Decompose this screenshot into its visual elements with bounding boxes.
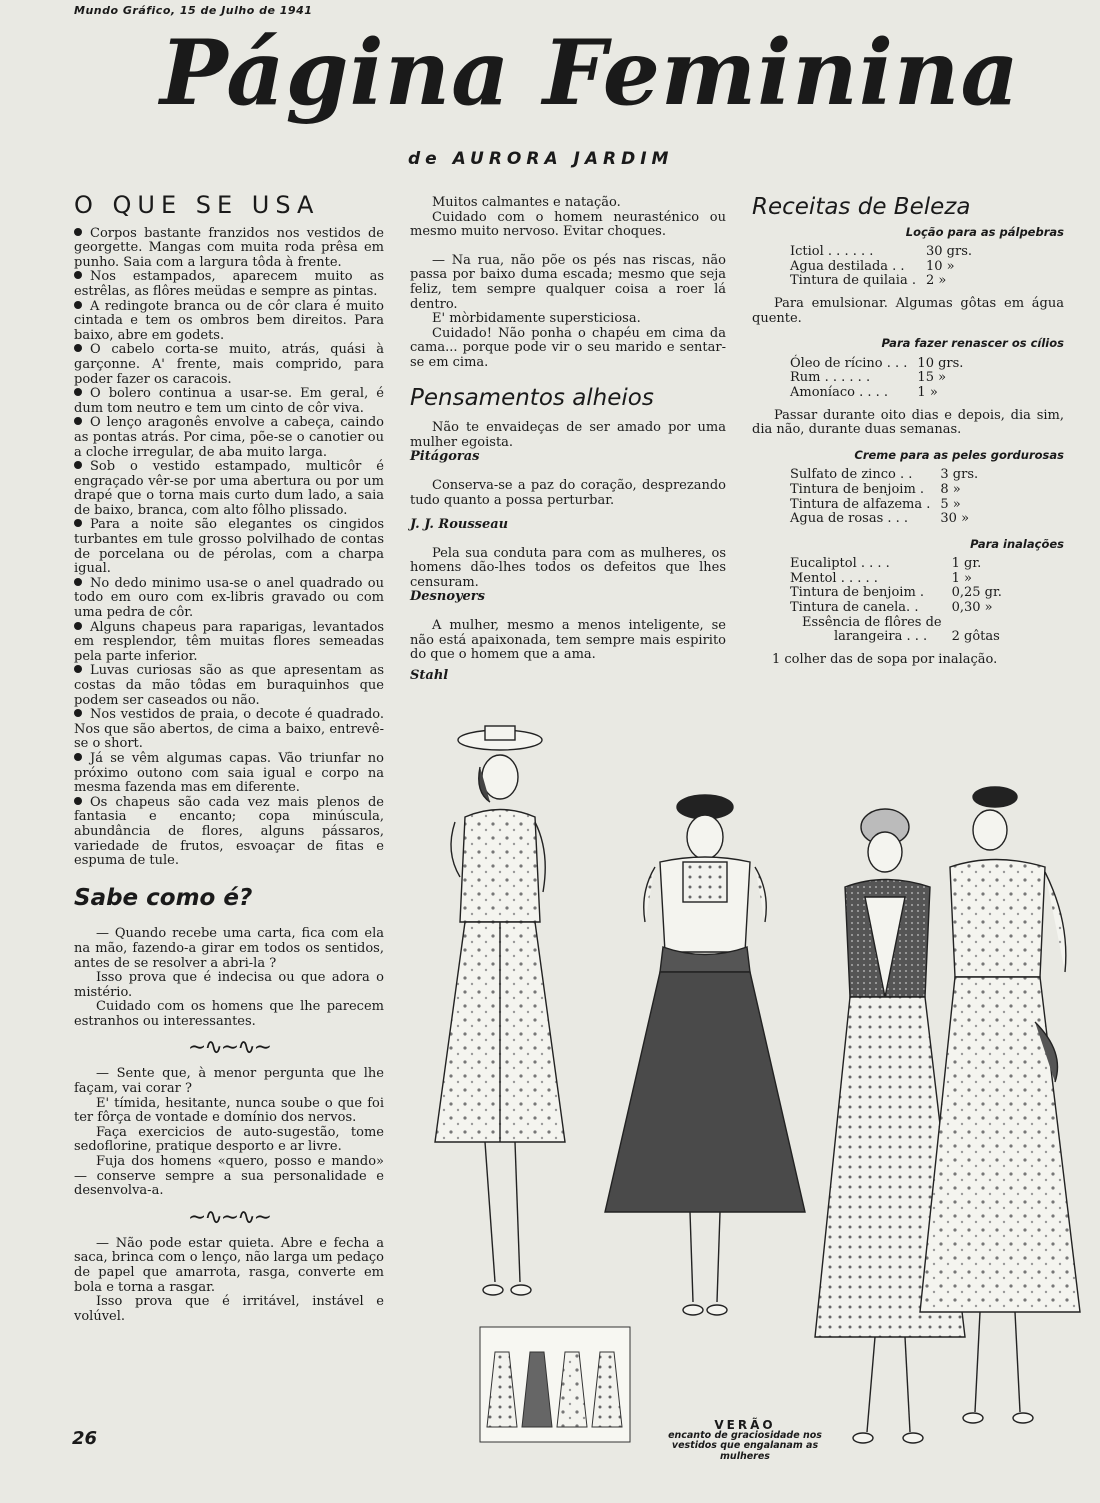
fashion-note: No dedo minimo usa-se o anel quadrado ou todo em ouro com ex-libris gravado ou com uma pedra de côr.	[74, 575, 384, 621]
recipe	[752, 336, 1064, 438]
bullet-icon	[74, 228, 82, 236]
illustration-caption	[665, 1420, 825, 1462]
ingredient-table	[790, 357, 963, 401]
fashion-note: Alguns chapeus para raparigas, levantados em resplendor, têm muitas flores semeadas pela parte inferior.	[74, 619, 384, 664]
fashion-note: O cabelo corta-se muito, atrás, quási à garçonne. A' frente, mais comprido, para poder fazer os caracois.	[74, 342, 384, 387]
bullet-icon	[74, 519, 82, 527]
fashion-note: Sob o vestido estampado, multicôr é engraçado vêr-se por uma abertura ou por um drapé que o torna mais curto dum lado, a saia de baixo, branca, com alto fôlho plissado.	[74, 459, 384, 518]
page-number: 26	[72, 1428, 98, 1449]
quote-text: A mulher, mesmo a menos inteligente, se não está apaixonada, tem sempre mais espirito do que o homem que a ama.	[410, 618, 726, 663]
ingredient-row: Tintura de canela. . 0,30 »	[790, 600, 993, 616]
recipe-note: Passar durante oito dias e depois, dia sim, dia não, durante duas semanas.	[752, 407, 1064, 438]
continuation-text: Cuidado com o homem neurasténico ou mesmo muito nervoso. Evitar choques.	[410, 209, 726, 240]
bullet-icon	[74, 271, 82, 279]
quote-author: J. J. Rousseau	[410, 517, 509, 533]
ingredient-row: Essência de flôres de	[802, 614, 942, 630]
quiz-paragraph: E' mòrbidamente supersticiosa.	[432, 311, 641, 327]
middle-column	[410, 196, 726, 683]
quote	[410, 421, 726, 465]
quote-author: Pitágoras	[410, 449, 480, 465]
section-heading-o-que-se-usa: O QUE SE USA	[74, 191, 320, 219]
ingredient-row: Óleo de rícino . . . 10 grs.	[790, 355, 964, 371]
recipe	[752, 537, 1064, 668]
quiz-paragraph: — Não pode estar quieta. Abre e fecha a saca, brinca com o lenço, não larga um pedaço de papel que amarrota, rasga, converte em bola e torna a rasgar.	[74, 1235, 384, 1295]
quiz-block	[74, 1237, 384, 1325]
ornament-divider: ∼∿∼∿∼	[187, 1204, 271, 1230]
fashion-note: A redingote branca ou de côr clara é muito cintada e tem os ombros bem direitos. Para baixo, abre em godets.	[74, 298, 384, 343]
bullet-icon	[74, 388, 82, 396]
continuation-text: Muitos calmantes e natação.	[432, 195, 621, 210]
ingredient-row: Agua de rosas . . . 30 »	[790, 511, 970, 527]
quote-text: Pela sua conduta para com as mulheres, os homens dão-lhes todos os defeitos que lhes censuram.	[410, 545, 726, 590]
quiz-paragraph: — Quando recebe uma carta, fica com ela na mão, fazendo-a girar em todos os sentidos, antes de se resolver a abri-la ?	[74, 926, 384, 971]
page-title: Página Feminina	[160, 20, 1020, 126]
recipe-note: Para emulsionar. Algumas gôtas em água quente.	[752, 295, 1064, 326]
ingredient-row: Ictiol . . . . . . 30 grs.	[790, 244, 972, 260]
quiz-paragraph: — Na rua, não põe os pés nas riscas, não passa por baixo duma escada; mesmo que seja feliz, tem sempre qualquer coisa a roer lá dentro.	[410, 252, 726, 312]
recipe-title: Creme para as peles gordurosas	[854, 447, 1064, 462]
fashion-note: Luvas curiosas são as que apresentam as costas da mão tôdas em buraquinhos que podem ser caseados ou não.	[74, 663, 384, 708]
ingredient-row: Agua destilada . . 10 »	[790, 258, 955, 274]
ingredient-row: Amoníaco . . . . 1 »	[790, 384, 938, 400]
byline: de AURORA JARDIM	[408, 149, 674, 169]
bullet-icon	[74, 461, 82, 469]
dateline: Mundo Gráfico, 15 de Julho de 1941	[74, 4, 313, 17]
quote	[410, 619, 726, 683]
ingredient-row: Tintura de benjoim . 0,25 gr.	[790, 585, 1002, 601]
caption-text: encanto de graciosidade nos vestidos que engalanam as mulheres	[668, 1429, 822, 1462]
quote	[410, 479, 726, 533]
caption-title: VERÃO	[714, 1418, 776, 1432]
ingredient-row: Eucaliptol . . . . 1 gr.	[790, 556, 982, 572]
fashion-note: Para a noite são elegantes os cingidos turbantes em tule grosso polvilhado de contas de porcelana ou de pérolas, com a charpa igual.	[74, 517, 384, 577]
quiz-paragraph: Cuidado com os homens que lhe parecem estranhos ou interessantes.	[74, 999, 384, 1029]
bullet-icon	[74, 578, 82, 586]
figure-1	[435, 726, 565, 1295]
quiz-block	[74, 1067, 384, 1198]
ingredient-row: larangeira . . . 2 gôtas	[834, 629, 1000, 645]
recipe-title: Loção para as pálpebras	[905, 224, 1064, 239]
inset-sketch	[480, 1327, 630, 1442]
fashion-note: O bolero continua a usar-se. Em geral, é dum tom neutro e tem um cinto de côr viva.	[74, 386, 384, 416]
section-heading-receitas: Receitas de Beleza	[752, 194, 971, 220]
bullet-icon	[74, 622, 82, 630]
ingredient-row: Tintura de quilaia . 2 »	[790, 273, 947, 289]
fashion-note: Nos vestidos de praia, o decote é quadrado. Nos que são abertos, de cima a baixo, entrevê-se o short.	[74, 707, 384, 752]
recipe	[752, 448, 1064, 527]
recipe	[752, 225, 1064, 327]
bullet-icon	[74, 417, 82, 425]
section-heading-pensamentos: Pensamentos alheios	[410, 384, 654, 411]
fashion-illustration	[405, 722, 1095, 1462]
bullet-icon	[74, 709, 82, 717]
quiz-paragraph: E' tímida, hesitante, nunca soube o que foi ter fôrça de vontade e domínio dos nervos.	[74, 1095, 384, 1126]
recipe-title: Para inalações	[970, 536, 1064, 551]
ingredient-row: Tintura de benjoim . 8 »	[790, 481, 961, 497]
fashion-notes-list	[74, 227, 384, 869]
ingredient-table	[790, 468, 978, 526]
fashion-note: Os chapeus são cada vez mais plenos de fantasia e encanto; copa minúscula, abundância de flores, alguns pássaros, variedade de frutos, esvoaçar de fitas e espuma de tule.	[74, 794, 384, 869]
quote-author: Stahl	[410, 667, 449, 683]
fashion-note: Já se vêm algumas capas. Vão triunfar no próximo outono com saia igual e corpo na mesma fazenda mas em diferente.	[74, 750, 384, 796]
bullet-icon	[74, 301, 82, 309]
fashion-note: O lenço aragonês envolve a cabeça, caindo as pontas atrás. Por cima, põe-se o canotier ou a cloche irregular, de aba muito larga.	[74, 415, 384, 460]
quote	[410, 547, 726, 605]
bullet-icon	[74, 797, 82, 805]
quiz-paragraph: Isso prova que é irritável, instável e volúvel.	[74, 1294, 384, 1324]
quote-text: Conserva-se a paz do coração, desprezando tudo quanto a possa perturbar.	[410, 477, 726, 508]
ingredient-row: Sulfato de zinco . . 3 grs.	[790, 467, 979, 483]
fashion-note: Nos estampados, aparecem muito as estrêlas, as flôres meüdas e sempre as pintas.	[74, 269, 384, 299]
ingredient-row: Tintura de alfazema . 5 »	[790, 496, 961, 512]
ingredient-table	[790, 557, 1002, 645]
right-column	[752, 194, 1064, 667]
bullet-icon	[74, 753, 82, 761]
ingredient-row: Rum . . . . . . 15 »	[790, 370, 947, 386]
ingredient-row: Mentol . . . . . 1 »	[790, 570, 972, 586]
quiz-paragraph: Cuidado! Não ponha o chapéu em cima da cama... porque pode vir o seu marido e sentar-se em cima.	[410, 325, 726, 370]
recipe-title: Para fazer renascer os cílios	[881, 336, 1064, 351]
quote-text: Não te envaideças de ser amado por uma mulher egoista.	[410, 420, 726, 450]
bullet-icon	[74, 344, 82, 352]
fashion-note: Corpos bastante franzidos nos vestidos de georgette. Mangas com muita roda prêsa em punho. Saia com a largura tôda à frente.	[74, 225, 384, 270]
section-heading-sabe-como-e: Sabe como é?	[74, 884, 253, 911]
bullet-icon	[74, 665, 82, 673]
quiz-block	[74, 927, 384, 1029]
quiz-paragraph: Faça exercicios de auto-sugestão, tome sedoflorine, pratique desporto e ar livre.	[74, 1124, 384, 1155]
quiz-paragraph: Fuja dos homens «quero, posso e mando» — conserve sempre a sua personalidade e desenvolva-a.	[74, 1154, 384, 1199]
ingredient-table	[790, 245, 972, 289]
quote-author: Desnoyers	[410, 589, 485, 605]
figure-2	[605, 795, 805, 1315]
quiz-paragraph: — Sente que, à menor pergunta que lhe façam, vai corar ?	[74, 1066, 384, 1097]
recipe-note: 1 colher das de sopa por inalação.	[772, 651, 998, 667]
quiz-paragraph: Isso prova que é indecisa ou que adora o mistério.	[74, 970, 384, 1000]
left-column	[74, 191, 384, 1324]
ornament-divider: ∼∿∼∿∼	[187, 1035, 271, 1061]
